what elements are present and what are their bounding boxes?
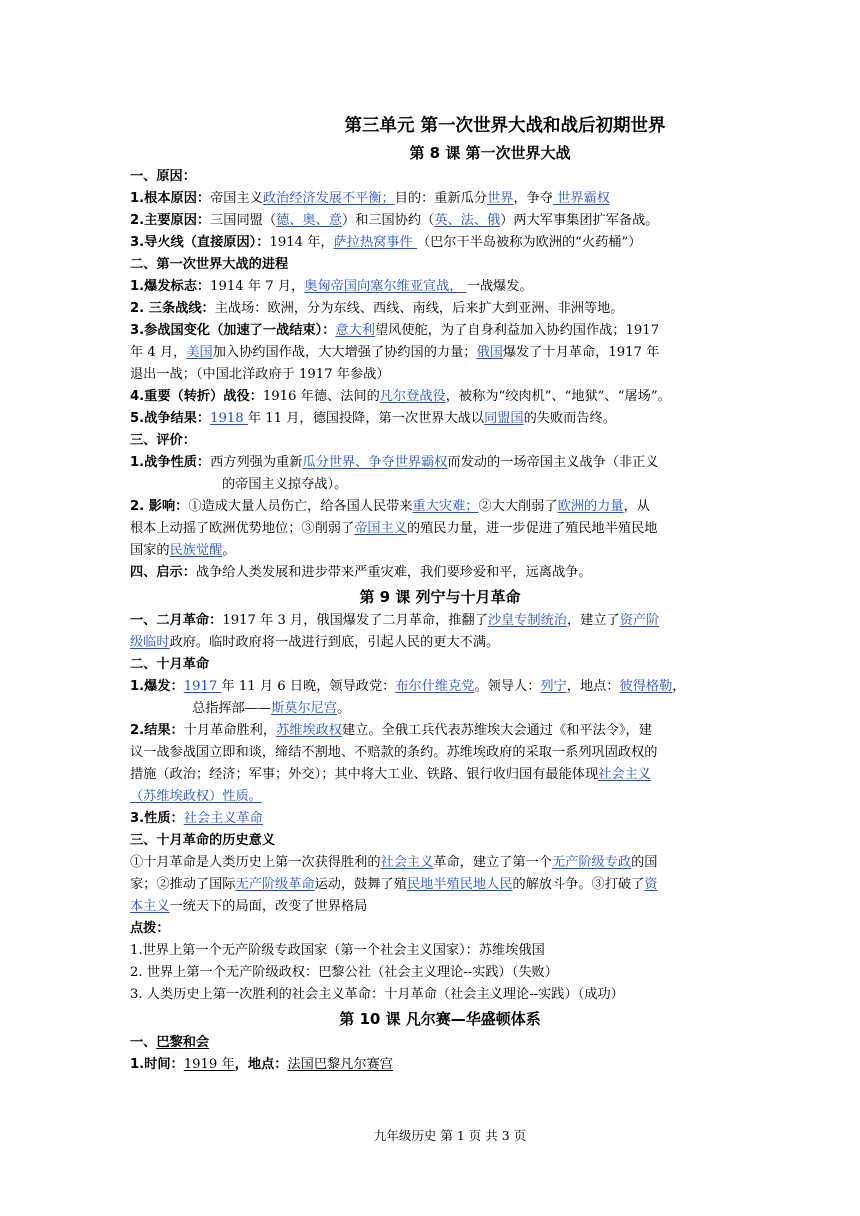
lesson9-meaning-line2: 家；②推动了国际无产阶级革命运动，鼓舞了殖民地半殖民地人民的解放斗争。③打破了资 — [130, 877, 658, 892]
lesson9-section3-heading: 三、十月革命的历史意义 — [130, 833, 276, 848]
lesson9-meaning-line1: ①十月革命是人类历史上第一次获得胜利的社会主义革命，建立了第一个无产阶级专政的国 — [130, 855, 658, 870]
lesson9-outbreak-line2: 总指挥部——斯莫尔尼宫。 — [192, 701, 351, 716]
lesson8-impact-line2: 根本上动摇了欧洲优势地位；③削弱了帝国主义的殖民力量，进一步促进了殖民地半殖民地 — [130, 521, 658, 536]
lesson8-participants-line2: 年 4 月，美国加入协约国作战，大大增强了协约国的力量；俄国爆发了十月革命，1917 年 — [130, 345, 660, 360]
lesson8-trigger: 3.导火线（直接原因）：1914 年，萨拉热窝事件 （巴尔干半岛被称为欧洲的“火药桶”） — [130, 235, 642, 250]
lesson8-section1-heading: 一、原因： — [130, 169, 196, 184]
document-body — [130, 112, 730, 1076]
lesson9-meaning-line3: 本主义一统天下的局面，改变了世界格局 — [130, 899, 368, 914]
lesson9-tips-heading: 点拨： — [130, 921, 170, 936]
lesson10-time-place: 1.时间：1919 年，地点：法国巴黎凡尔赛宫 — [130, 1057, 393, 1072]
lesson10-section1-heading: 一、巴黎和会 — [130, 1035, 210, 1050]
lesson8-war-nature-cont: 的帝国主义掠夺战）。 — [222, 477, 348, 492]
lesson8-section2-heading: 二、第一次世界大战的进程 — [130, 257, 289, 272]
lesson8-section3-heading: 三、评价： — [130, 433, 196, 448]
page-footer: 九年级历史 第 1 页 共 3 页 — [373, 1128, 527, 1143]
lesson8-title: 第 8 课 第一次世界大战 — [409, 144, 571, 162]
lesson8-participants-line1: 3.参战国变化（加速了一战结束）：意大利望风使舵，为了自身利益加入协约国作战；1917 — [130, 323, 660, 338]
lesson9-title: 第 9 课 列宁与十月革命 — [359, 588, 521, 606]
lesson9-result-line4: （苏维埃政权）性质。 — [130, 789, 262, 804]
lesson9-result-line3: 措施（政治；经济；军事；外交）；其中将大工业、铁路、银行收归国有最能体现社会主义 — [130, 767, 651, 782]
lesson10-title: 第 10 课 凡尔赛—华盛顿体系 — [339, 1010, 541, 1028]
lesson8-lesson-learned: 四、启示：战争给人类发展和进步带来严重灾难，我们要珍爱和平，远离战争。 — [130, 565, 592, 580]
lesson8-war-result: 5.战争结果：1918 年 11 月，德国投降，第一次世界大战以同盟国的失败而告终。 — [130, 411, 616, 426]
lesson9-result-line2: 议一战参战国立即和谈，缔结不割地、不赔款的条约。苏维埃政府的采取一系列巩固政权的 — [130, 745, 658, 760]
unit-title: 第三单元 第一次世界大战和战后初期世界 — [344, 116, 666, 136]
lesson9-february-line1: 一、二月革命：1917 年 3 月，俄国爆发了二月革命，推翻了沙皇专制统治，建立了资产阶 — [130, 613, 660, 628]
lesson9-section2-heading: 二、十月革命 — [130, 657, 210, 672]
lesson8-outbreak: 1.爆发标志：1914 年 7 月，奥匈帝国向塞尔维亚宣战， 一战爆发。 — [130, 279, 533, 294]
lesson8-participants-line3: 退出一战；（中国北洋政府于 1917 年参战） — [130, 367, 390, 382]
lesson9-tip-item: 2. 世界上第一个无产阶级政权：巴黎公社（社会主义理论--实践）（失败） — [130, 965, 558, 980]
lesson8-key-battle: 4.重要（转折）战役：1916 年德、法间的凡尔登战役，被称为“绞肉机”、“地狱”、“屠场”。 — [130, 389, 671, 404]
lesson8-fronts: 2. 三条战线：主战场：欧洲，分为东线、西线、南线，后来扩大到亚洲、非洲等地。 — [130, 301, 624, 316]
lesson9-february-line2: 级临时政府。临时政府将一战进行到底，引起人民的更大不满。 — [130, 635, 500, 650]
lesson9-nature: 3.性质：社会主义革命 — [130, 811, 263, 826]
lesson8-impact-line1: 2. 影响：①造成大量人员伤亡，给各国人民带来重大灾难；②大大削弱了欧洲的力量，从 — [130, 499, 650, 514]
lesson8-impact-line3: 国家的民族觉醒。 — [130, 543, 236, 558]
lesson9-tip-item: 1.世界上第一个无产阶级专政国家（第一个社会主义国家）：苏维埃俄国 — [130, 943, 545, 958]
lesson8-main-cause: 2.主要原因：三国同盟（德、奥、意）和三国协约（英、法、俄）两大军事集团扩军备战。 — [130, 213, 659, 228]
lesson9-outbreak-line1: 1.爆发：1917 年 11 月 6 日晚，领导政党：布尔什维克党。领导人：列宁，地点：彼得格勒， — [130, 679, 686, 694]
lesson9-result-line1: 2.结果：十月革命胜利，苏维埃政权建立。全俄工兵代表苏维埃大会通过《和平法令》，建 — [130, 723, 652, 738]
lesson8-war-nature: 1.战争性质：西方列强为重新瓜分世界、争夺世界霸权而发动的一场帝国主义战争（非正义 — [130, 455, 659, 470]
lesson8-root-cause: 1.根本原因：帝国主义政治经济发展不平衡；目的：重新瓜分世界，争夺 世界霸权 — [130, 191, 610, 206]
lesson9-tip-item: 3. 人类历史上第一次胜利的社会主义革命：十月革命（社会主义理论--实践）（成功） — [130, 987, 624, 1002]
